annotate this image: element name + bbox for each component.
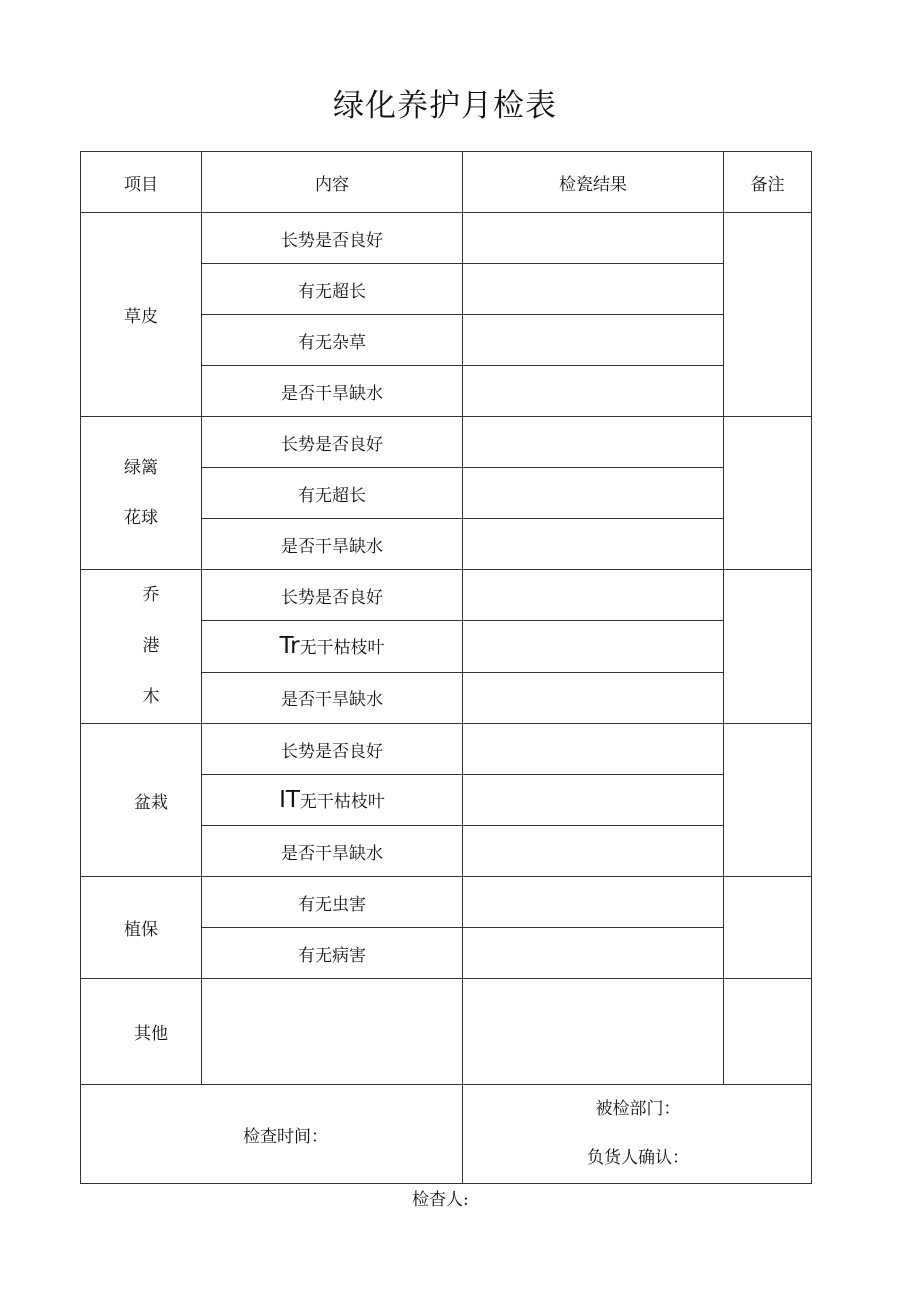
content-cell: 长势是否良好 [202,570,463,621]
inspector-label: 检杳人: [412,1190,469,1210]
header-item: 项目 [81,152,202,213]
remark-cell[interactable] [724,877,812,979]
content-cell: 有无杂草 [202,315,463,366]
content-cell: 长势是否良好 [202,417,463,468]
result-cell[interactable] [463,672,724,723]
check-time-label: 检查时间： [243,1126,328,1147]
inspection-table [80,151,812,1184]
responsible-confirm-label: 负货人确认： [587,1148,689,1168]
group-label-trees: 乔 港 木 [81,570,202,724]
content-text: 无干枯枝叶 [299,792,385,812]
result-cell[interactable] [463,468,724,519]
check-time-cell[interactable] [81,1085,463,1184]
result-cell[interactable] [463,417,724,468]
signature-row [81,1085,812,1184]
content-cell: 有无超长 [202,264,463,315]
group-label-hedge: 绿篱 花球 [81,417,202,570]
table-row [81,877,812,928]
content-cell: 是否干旱缺水 [202,366,463,417]
table-row [81,979,812,1085]
remark-cell[interactable] [724,213,812,417]
content-cell: 有无超长 [202,468,463,519]
header-result: 检瓷结果 [463,152,724,213]
content-cell: 是否干旱缺水 [202,826,463,877]
content-cell [202,621,463,672]
result-cell[interactable] [463,928,724,979]
remark-cell[interactable] [724,979,812,1085]
content-cell: 有无病害 [202,928,463,979]
remark-cell[interactable] [724,570,812,724]
result-cell[interactable] [463,979,724,1085]
result-cell[interactable] [463,519,724,570]
content-cell: 长势是否良好 [202,724,463,775]
table-row [81,417,812,468]
department-confirm-cell[interactable] [463,1085,812,1184]
page-title: 绿化养护月检表 [333,88,557,124]
header-content: 内容 [202,152,463,213]
result-cell[interactable] [463,570,724,621]
content-cell[interactable] [202,979,463,1085]
table-row [81,570,812,621]
content-cell: 是否干旱缺水 [202,672,463,723]
table-row [81,213,812,264]
remark-cell[interactable] [724,417,812,570]
remark-cell[interactable] [724,724,812,877]
content-cell [202,775,463,826]
content-cell: 长势是否良好 [202,213,463,264]
result-cell[interactable] [463,366,724,417]
table-row [81,724,812,775]
result-cell[interactable] [463,724,724,775]
inspected-dept-label: 被检部门： [595,1099,681,1119]
header-row [81,152,812,213]
group-label-other: 其他 [81,979,202,1085]
content-prefix: Tr [279,633,300,660]
group-label-plant-protection: 植保 [81,877,202,979]
content-prefix: IT [279,787,300,813]
content-text: 无干枯枝叶 [299,638,385,659]
result-cell[interactable] [463,213,724,264]
content-cell: 有无虫害 [202,877,463,928]
result-cell[interactable] [463,775,724,826]
group-label-potted: 盆栽 [81,724,202,877]
header-remark: 备注 [724,152,812,213]
result-cell[interactable] [463,621,724,672]
result-cell[interactable] [463,877,724,928]
content-cell: 是否干旱缺水 [202,519,463,570]
result-cell[interactable] [463,315,724,366]
result-cell[interactable] [463,264,724,315]
result-cell[interactable] [463,826,724,877]
group-label-lawn: 草皮 [81,213,202,417]
